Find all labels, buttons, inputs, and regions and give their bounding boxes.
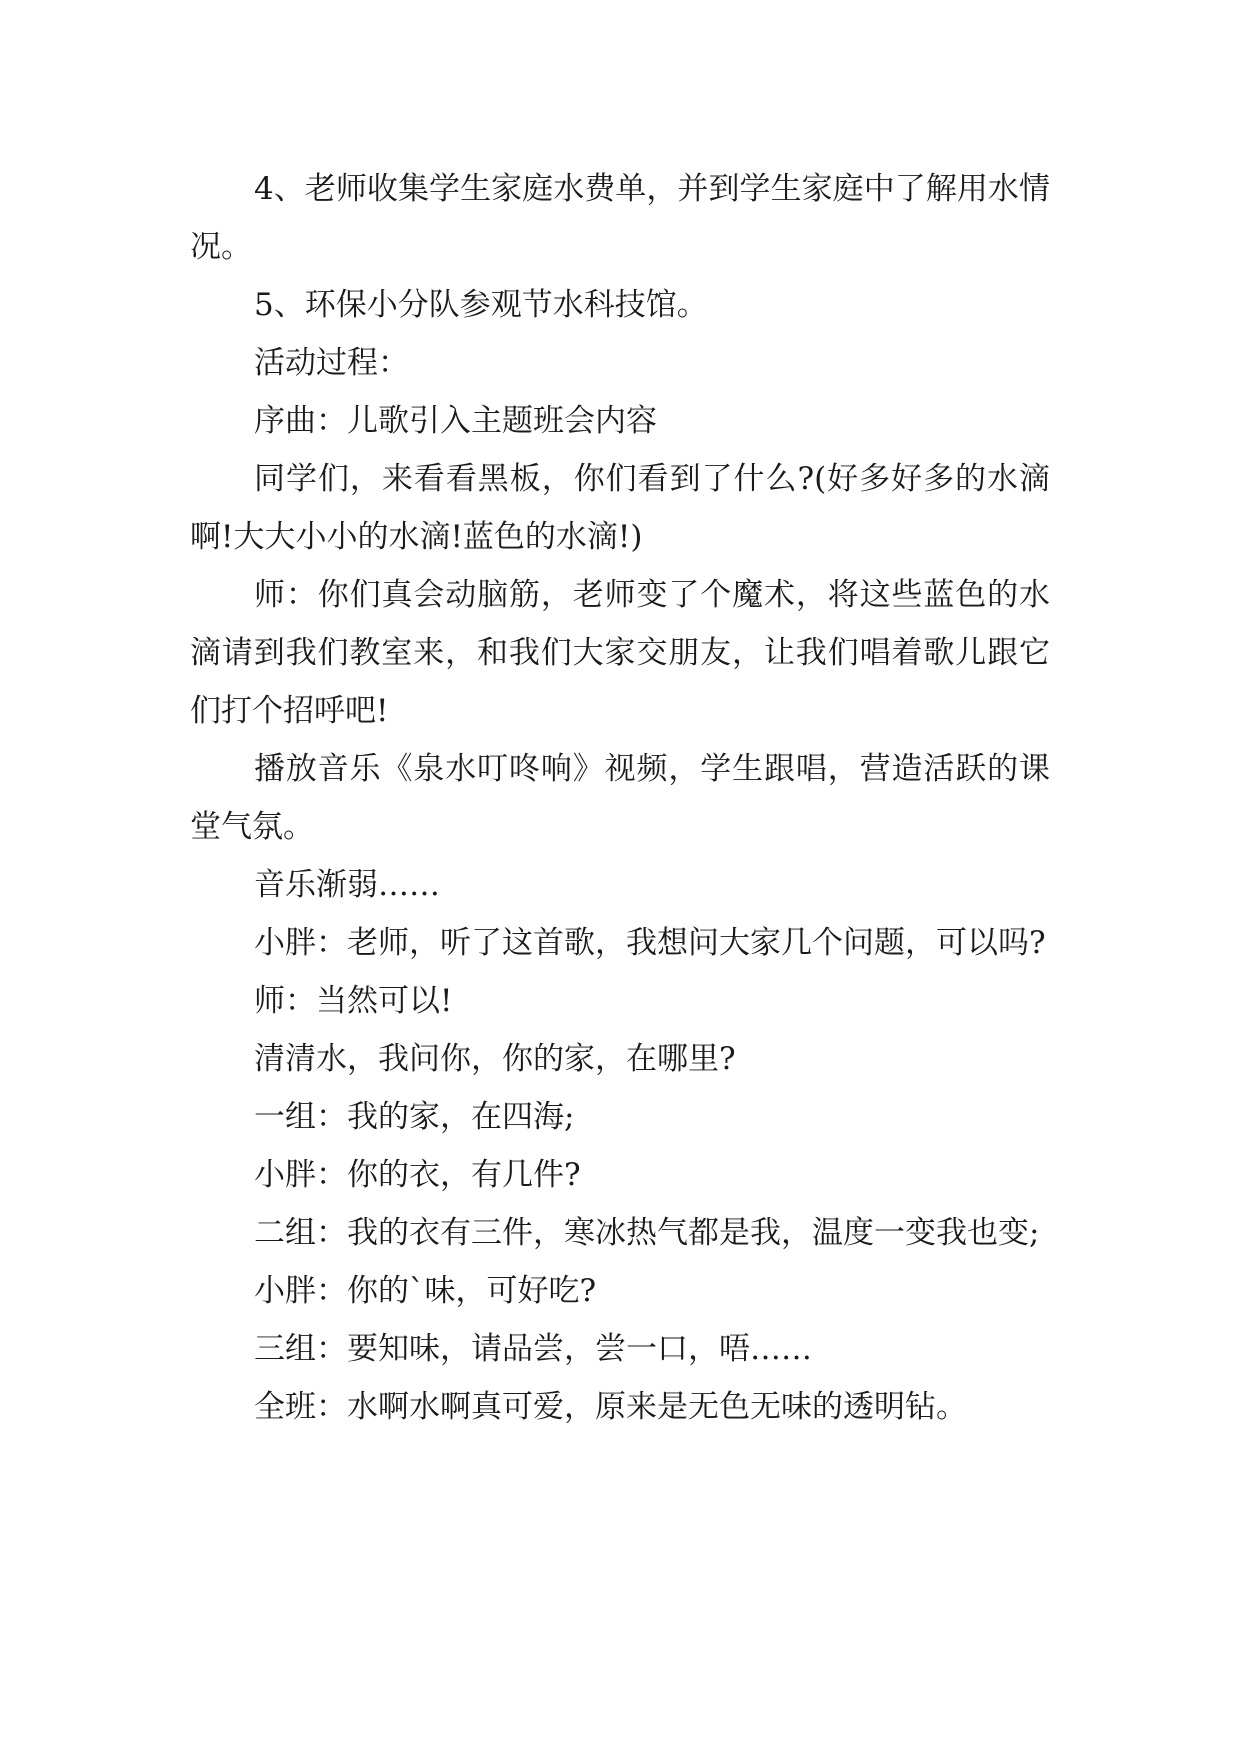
paragraph-music-fade: 音乐渐弱…… (254, 867, 440, 903)
paragraph-how-many-clothes: 小胖：你的衣，有几件? (254, 1157, 581, 1193)
paragraph-prelude: 序曲：儿歌引入主题班会内容 (254, 403, 657, 439)
paragraph-play-music: 播放音乐《泉水叮咚响》视频，学生跟唱，营造活跃的课堂气氛。 (190, 751, 1050, 845)
paragraph-group-three: 三组：要知味，请品尝，尝一口，唔…… (254, 1331, 812, 1367)
paragraph-where-home: 清清水，我问你，你的家，在哪里? (254, 1041, 736, 1077)
paragraph-taste: 小胖：你的`味，可好吃? (254, 1273, 597, 1309)
paragraph-xiaopang-ask: 小胖：老师，听了这首歌，我想问大家几个问题，可以吗? (254, 925, 1046, 961)
paragraph-blackboard: 同学们，来看看黑板，你们看到了什么?(好多好多的水滴啊!大大小小的水滴!蓝色的水滴!) (190, 461, 1050, 555)
paragraph-group-one: 一组：我的家，在四海; (254, 1099, 575, 1135)
paragraph-teacher-yes: 师：当然可以! (254, 983, 453, 1019)
paragraph-group-two: 二组：我的衣有三件，寒冰热气都是我，温度一变我也变; (254, 1215, 1040, 1251)
paragraph-task-5: 5、环保小分队参观节水科技馆。 (254, 287, 708, 323)
document-body (190, 160, 1050, 1436)
paragraph-whole-class: 全班：水啊水啊真可爱，原来是无色无味的透明钻。 (254, 1389, 967, 1425)
paragraph-task-4: 4、老师收集学生家庭水费单，并到学生家庭中了解用水情况。 (190, 171, 1050, 265)
paragraph-process-heading: 活动过程： (254, 345, 409, 381)
paragraph-teacher-magic: 师：你们真会动脑筋，老师变了个魔术，将这些蓝色的水滴请到我们教室来，和我们大家交朋友，让我们唱着歌儿跟它们打个招呼吧! (190, 577, 1050, 729)
